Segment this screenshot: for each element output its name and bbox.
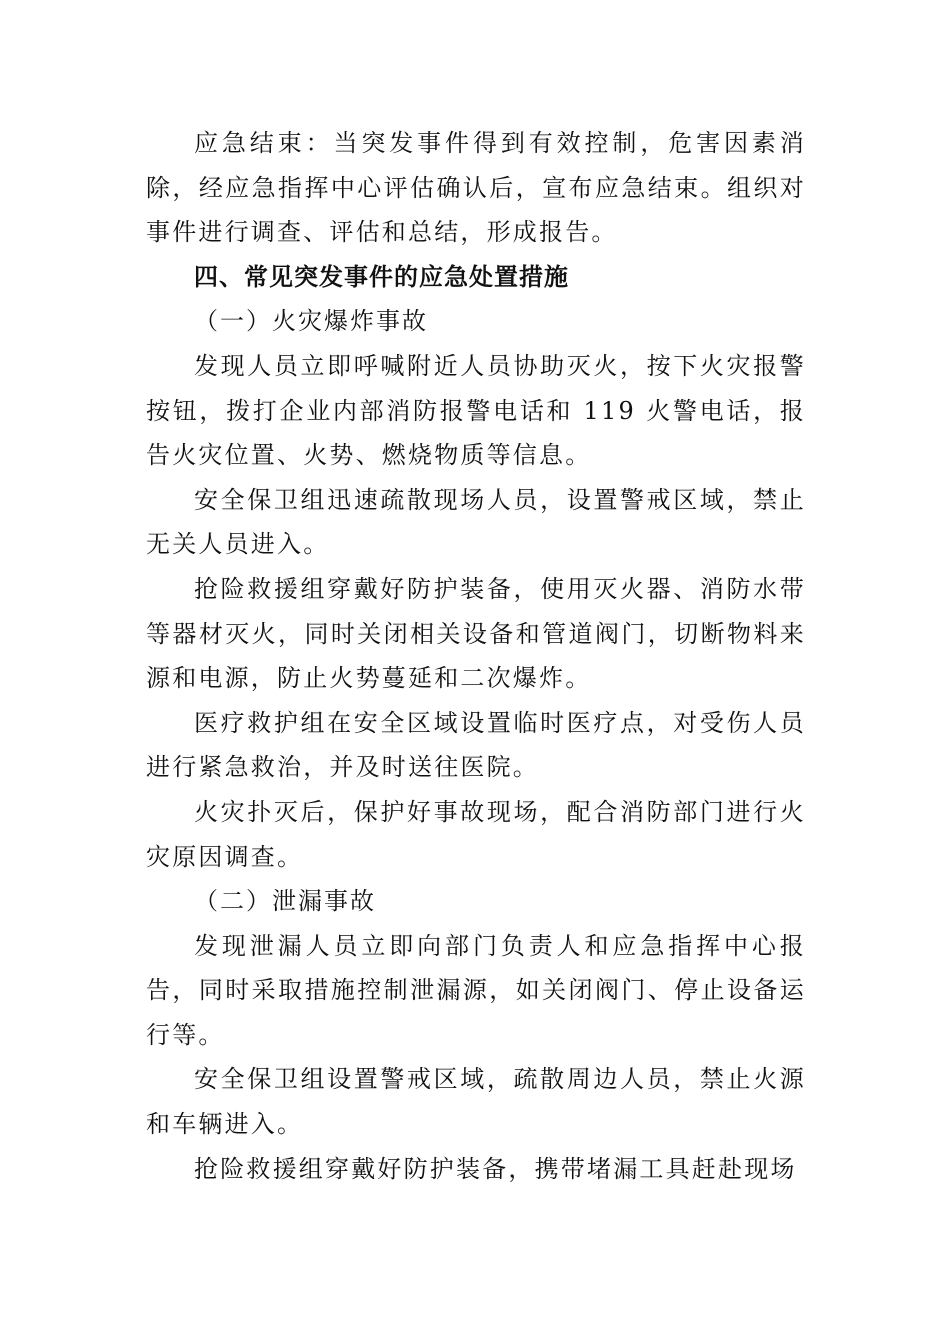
paragraph-leak-security: 安全保卫组设置警戒区域，疏散周边人员，禁止火源和车辆进入。 bbox=[146, 1065, 806, 1139]
paragraph-fire-rescue: 抢险救援组穿戴好防护装备，使用灭火器、消防水带等器材灭火，同时关闭相关设备和管道阀门，切断物料来源和电源，防止火势蔓延和二次爆炸。 bbox=[146, 574, 806, 693]
paragraph-emergency-end: 应急结束：当突发事件得到有效控制，危害因素消除，经应急指挥中心评估确认后，宣布应急结束。组织对事件进行调查、评估和总结，形成报告。 bbox=[146, 129, 806, 247]
paragraph-fire-report: 发现人员立即呼喊附近人员协助灭火，按下火灾报警按钮，拨打企业内部消防报警电话和 119 火警电话，报告火灾位置、火势、燃烧物质等信息。 bbox=[146, 351, 806, 470]
paragraph-fire-medical: 医疗救护组在安全区域设置临时医疗点，对受伤人员进行紧急救治，并及时送往医院。 bbox=[146, 708, 806, 782]
paragraph-fire-evacuation: 安全保卫组迅速疏散现场人员，设置警戒区域，禁止无关人员进入。 bbox=[146, 485, 806, 559]
paragraph-leak-report: 发现泄漏人员立即向部门负责人和应急指挥中心报告，同时采取措施控制泄漏源，如关闭阀门、停止设备运行等。 bbox=[146, 931, 806, 1049]
paragraph-fire-aftermath: 火灾扑灭后，保护好事故现场，配合消防部门进行火灾原因调查。 bbox=[146, 797, 806, 871]
document-body bbox=[146, 121, 806, 1191]
subheading-fire-explosion: （一）火灾爆炸事故 bbox=[194, 307, 428, 336]
section-heading-4: 四、常见突发事件的应急处置措施 bbox=[194, 262, 569, 291]
paragraph-leak-rescue: 抢险救援组穿戴好防护装备，携带堵漏工具赶赴现场 bbox=[194, 1154, 797, 1183]
subheading-leak: （二）泄漏事故 bbox=[194, 887, 376, 916]
